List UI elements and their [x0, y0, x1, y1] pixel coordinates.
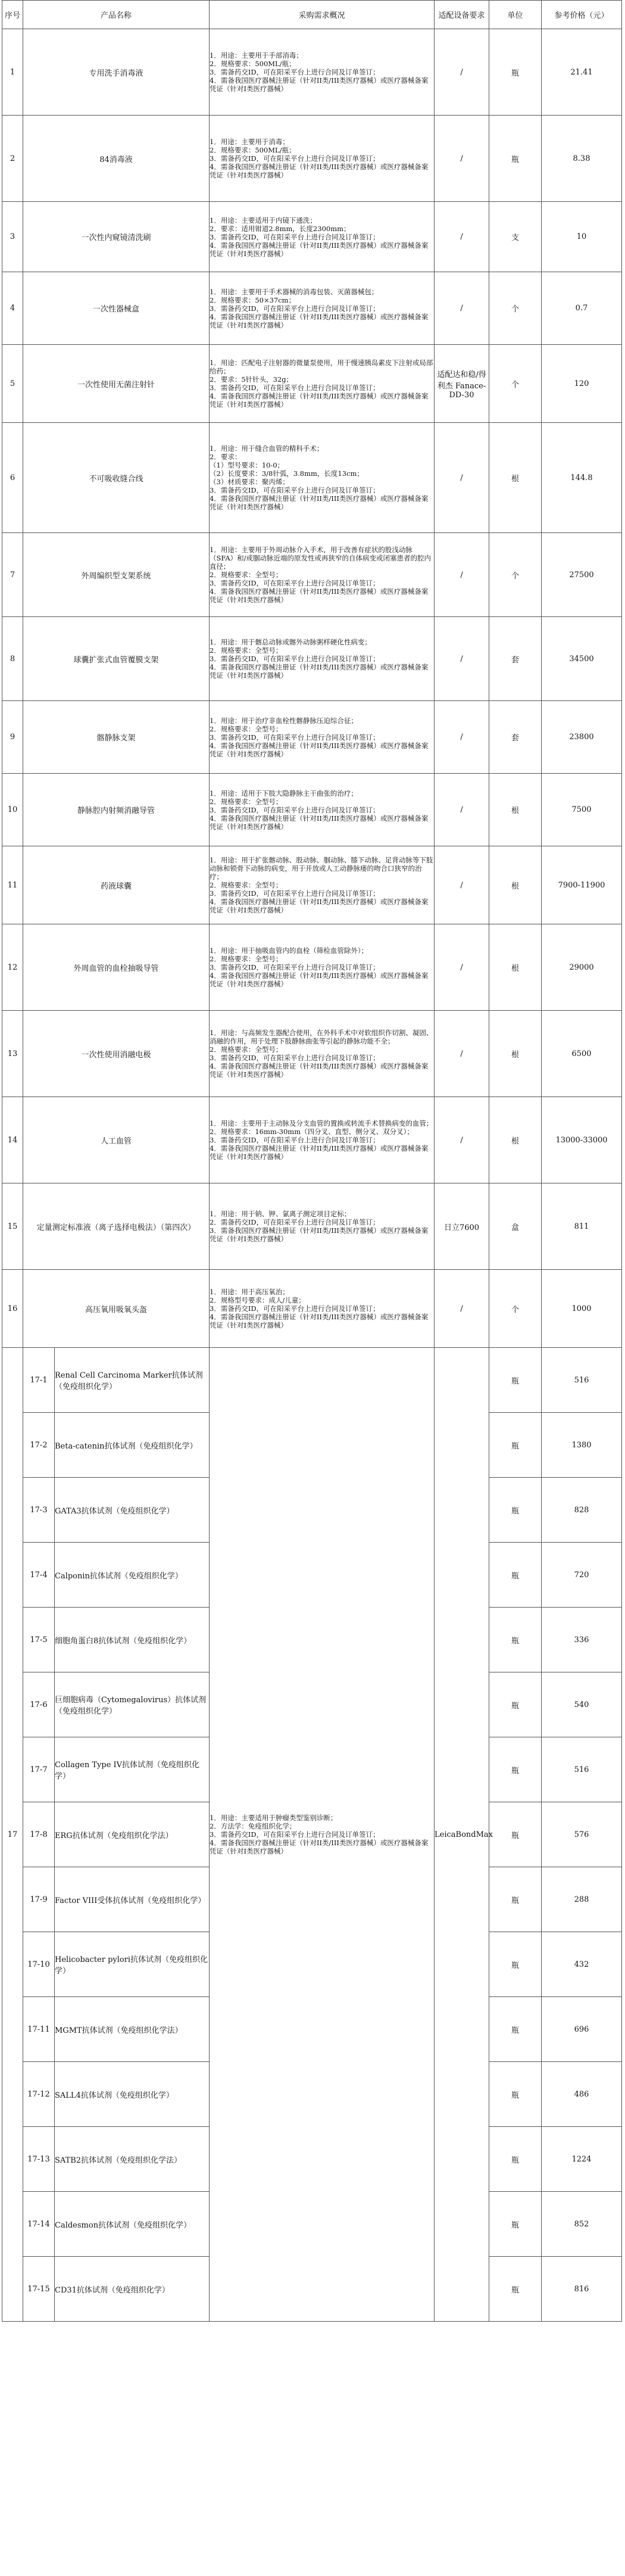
requirements-cell — [210, 116, 435, 202]
requirement-line: 2．规格要求：全型号； — [210, 1045, 283, 1054]
equipment-requirement: / — [435, 202, 489, 272]
requirement-line: 2．规格要求：500ML/瓶； — [210, 60, 296, 68]
requirements-cell — [210, 1348, 435, 2322]
requirement-line: 2．需备药交ID，可在阳采平台上进行合同及订单签订； — [210, 1218, 380, 1226]
price-cell: 336 — [542, 1608, 622, 1672]
row-number: 4 — [2, 272, 23, 345]
row-number: 11 — [2, 846, 23, 924]
price-cell: 8.38 — [542, 116, 622, 202]
header-row — [2, 1, 622, 29]
equipment-requirement: / — [435, 774, 489, 846]
requirement-line: 3．需备药交ID，可在阳采平台上进行合同及订单签订； — [210, 733, 380, 742]
sub-number: 17-11 — [23, 1997, 55, 2062]
requirement-line: 3．需备药交ID，可在阳采平台上进行合同及订单签订； — [210, 805, 380, 814]
unit-cell: 瓶 — [489, 2062, 542, 2127]
requirement-line: 3．需备药交ID，可在阳采平台上进行合同及订单签订； — [210, 486, 380, 494]
unit-cell: 根 — [489, 1011, 542, 1097]
product-name: Collagen Type IV抗体试剂（免疫组织化学） — [55, 1737, 210, 1802]
table-row — [2, 202, 622, 272]
product-name: 定量测定标准液（离子选择电极法）（第四次） — [23, 1183, 210, 1270]
requirement-line: 4．需备我国医疗器械注册证（针对II类/III类医疗器械）或医疗器械备案凭证（针对I类医疗器械） — [210, 814, 429, 831]
product-name: SALL4抗体试剂（免疫组织化学） — [55, 2062, 210, 2127]
sub-number: 17-6 — [23, 1672, 55, 1737]
row-number: 12 — [2, 924, 23, 1011]
sub-number: 17-12 — [23, 2062, 55, 2127]
table-row — [2, 533, 622, 617]
product-name: SATB2抗体试剂（免疫组织化学法） — [55, 2127, 210, 2192]
price-cell: 34500 — [542, 617, 622, 701]
table-row — [2, 345, 622, 423]
price-cell: 576 — [542, 1802, 622, 1867]
equipment-requirement: / — [435, 617, 489, 701]
unit-cell: 个 — [489, 1270, 542, 1348]
unit-cell: 瓶 — [489, 1932, 542, 1997]
requirement-line: 4．需备我国医疗器械注册证（针对II类/III类医疗器械）或医疗器械备案凭证（针对I类医疗器械） — [210, 163, 429, 179]
product-name: 一次性使用消融电极 — [23, 1011, 210, 1097]
equipment-requirement: 日立7600 — [435, 1183, 489, 1270]
table-row — [2, 774, 622, 846]
equipment-requirement: / — [435, 1011, 489, 1097]
sub-number: 17-13 — [23, 2127, 55, 2192]
price-cell: 1224 — [542, 2127, 622, 2192]
row-number: 13 — [2, 1011, 23, 1097]
procurement-table — [2, 0, 622, 2322]
equipment-requirement: / — [435, 116, 489, 202]
row-number: 14 — [2, 1097, 23, 1183]
header-equipment: 适配设备要求 — [435, 1, 489, 29]
header-product-name: 产品名称 — [23, 1, 210, 29]
price-cell: 144.8 — [542, 423, 622, 533]
requirement-line: 4．需备我国医疗器械注册证（针对II类/III类医疗器械）或医疗器械备案凭证（针对I类医疗器械） — [210, 587, 429, 604]
requirement-line: （3）材质要求：聚丙烯； — [210, 478, 289, 486]
unit-cell: 瓶 — [489, 116, 542, 202]
unit-cell: 瓶 — [489, 29, 542, 116]
requirements-cell — [210, 423, 435, 533]
requirement-line: 4．需备我国医疗器械注册证（针对II类/III类医疗器械）或医疗器械备案凭证（针对I类医疗器械） — [210, 392, 429, 409]
requirement-line: 3．需备药交ID，可在阳采平台上进行合同及订单签订； — [210, 232, 380, 241]
price-cell: 516 — [542, 1737, 622, 1802]
price-cell: 828 — [542, 1478, 622, 1543]
requirement-line: 3．需备药交ID，可在阳采平台上进行合同及订单签订； — [210, 68, 380, 76]
requirements-cell — [210, 924, 435, 1011]
price-cell: 288 — [542, 1867, 622, 1932]
requirement-line: 1．用途：主要适用于肿瘤类型鉴别诊断； — [210, 1814, 338, 1822]
requirement-line: （2）长度要求：3/8针弧，3.8mm，长度13cm； — [210, 469, 364, 478]
unit-cell: 盒 — [489, 1183, 542, 1270]
sub-number: 17-14 — [23, 2192, 55, 2257]
equipment-requirement: / — [435, 1097, 489, 1183]
unit-cell: 瓶 — [489, 1608, 542, 1672]
product-name: MGMT抗体试剂（免疫组织化学法） — [55, 1997, 210, 2062]
equipment-requirement: / — [435, 423, 489, 533]
table-row — [2, 701, 622, 774]
requirements-cell — [210, 202, 435, 272]
table-row — [2, 1270, 622, 1348]
requirements-cell — [210, 1011, 435, 1097]
row-number: 16 — [2, 1270, 23, 1348]
product-name: Renal Cell Carcinoma Marker抗体试剂（免疫组织化学） — [55, 1348, 210, 1413]
requirement-line: 2．规格要求：全型号； — [210, 955, 283, 963]
requirement-line: 4．需备我国医疗器械注册证（针对II类/III类医疗器械）或医疗器械备案凭证（针对I类医疗器械） — [210, 898, 429, 914]
requirement-line: 3．需备药交ID，可在阳采平台上进行合同及订单签订； — [210, 579, 380, 587]
requirement-line: 1．用途：主要用于消毒； — [210, 138, 289, 146]
requirement-line: 2．要求：5针针头，32g； — [210, 375, 293, 384]
equipment-requirement: / — [435, 272, 489, 345]
header-unit: 单位 — [489, 1, 542, 29]
row-number: 3 — [2, 202, 23, 272]
price-cell: 0.7 — [542, 272, 622, 345]
requirement-line: 4．需备我国医疗器械注册证（针对II类/III类医疗器械）或医疗器械备案凭证（针对I类医疗器械） — [210, 1062, 429, 1079]
header-no: 序号 — [2, 1, 23, 29]
unit-cell: 瓶 — [489, 1478, 542, 1543]
table-row — [2, 1348, 622, 1413]
sub-number: 17-8 — [23, 1802, 55, 1867]
row-number: 9 — [2, 701, 23, 774]
price-cell: 720 — [542, 1543, 622, 1608]
product-name: Helicobacter pylori抗体试剂（免疫组织化学） — [55, 1932, 210, 1997]
requirement-line: 3．需备药交ID，可在阳采平台上进行合同及订单签订； — [210, 655, 380, 663]
requirement-line: 3．需备我国医疗器械注册证（针对II类/III类医疗器械）或医疗器械备案凭证（针对I类医疗器械） — [210, 1226, 429, 1243]
table-row — [2, 1097, 622, 1183]
price-cell: 852 — [542, 2192, 622, 2257]
requirement-line: 3．需备药交ID，可在阳采平台上进行合同及订单签订； — [210, 1136, 380, 1144]
product-name: ERG抗体试剂（免疫组织化学法） — [55, 1802, 210, 1867]
requirement-line: 1．用途：用于治疗非血栓性髂静脉压迫综合征； — [210, 716, 358, 725]
unit-cell: 瓶 — [489, 2192, 542, 2257]
table-row — [2, 924, 622, 1011]
product-name: 一次性器械盒 — [23, 272, 210, 345]
requirement-line: （1）型号要求：10-0； — [210, 461, 285, 469]
product-name: 一次性内窥镜清洗刷 — [23, 202, 210, 272]
price-cell: 811 — [542, 1183, 622, 1270]
price-cell: 120 — [542, 345, 622, 423]
unit-cell: 瓶 — [489, 1672, 542, 1737]
row-number: 15 — [2, 1183, 23, 1270]
equipment-requirement: / — [435, 29, 489, 116]
requirements-cell — [210, 1097, 435, 1183]
price-cell: 23800 — [542, 701, 622, 774]
unit-cell: 个 — [489, 272, 542, 345]
price-cell: 10 — [542, 202, 622, 272]
requirement-line: 1．用途：主要适用于内镜下通洗； — [210, 216, 317, 225]
table-row — [2, 1011, 622, 1097]
requirement-line: 1．用途：用于缝合血管的精科手术； — [210, 444, 324, 453]
requirement-line: 1．用途：用于扩张髂动脉、股动脉、腘动脉、膝下动脉、足背动脉等下肢动脉和锁骨下动脉的病变，用于开放或人工动静脉瘘的吻合口狭窄的治疗； — [210, 856, 433, 881]
unit-cell: 根 — [489, 924, 542, 1011]
header-price: 参考价格（元） — [542, 1, 622, 29]
requirements-cell — [210, 617, 435, 701]
unit-cell: 套 — [489, 617, 542, 701]
table-row — [2, 617, 622, 701]
sub-number: 17-3 — [23, 1478, 55, 1543]
product-name: Beta-catenin抗体试剂（免疫组织化学） — [55, 1413, 210, 1478]
requirement-line: 2．要求：适用钳道2.8mm，长度2300mm； — [210, 224, 351, 233]
requirement-line: 4．需备我国医疗器械注册证（针对II类/III类医疗器械）或医疗器械备案凭证（针对I类医疗器械） — [210, 76, 429, 93]
requirements-cell — [210, 1270, 435, 1348]
price-cell: 540 — [542, 1672, 622, 1737]
requirement-line: 4．需备我国医疗器械注册证（针对II类/III类医疗器械）或医疗器械备案凭证（针对I类医疗器械） — [210, 971, 429, 988]
requirements-cell — [210, 29, 435, 116]
requirement-line: 2．规格要求：500ML/瓶； — [210, 146, 296, 154]
unit-cell: 瓶 — [489, 1997, 542, 2062]
requirement-line: 1．用途：主要用于手术器械的消毒包装、灭菌器械包； — [210, 287, 379, 296]
product-name: 外周编织型支架系统 — [23, 533, 210, 617]
row-number: 10 — [2, 774, 23, 846]
unit-cell: 瓶 — [489, 1348, 542, 1413]
price-cell: 1380 — [542, 1413, 622, 1478]
price-cell: 21.41 — [542, 29, 622, 116]
requirement-line: 4．需备我国医疗器械注册证（针对II类/III类医疗器械）或医疗器械备案凭证（针对I类医疗器械） — [210, 1313, 429, 1329]
requirement-line: 2．规格要求：全型号； — [210, 646, 283, 655]
requirement-line: 4．需备我国医疗器械注册证（针对II类/III类医疗器械）或医疗器械备案凭证（针对I类医疗器械） — [210, 241, 429, 258]
equipment-requirement: / — [435, 533, 489, 617]
price-cell: 7900-11900 — [542, 846, 622, 924]
unit-cell: 瓶 — [489, 1543, 542, 1608]
requirements-cell — [210, 774, 435, 846]
price-cell: 6500 — [542, 1011, 622, 1097]
row-number: 8 — [2, 617, 23, 701]
requirements-cell — [210, 272, 435, 345]
requirement-line: 3．需备药交ID，可在阳采平台上进行合同及订单签订； — [210, 889, 380, 898]
product-name: 药液球囊 — [23, 846, 210, 924]
row-number: 1 — [2, 29, 23, 116]
requirement-line: 4．需备我国医疗器械注册证（针对II类/III类医疗器械）或医疗器械备案凭证（针对I类医疗器械） — [210, 312, 429, 329]
requirement-line: 1．用途：主要用于手部消毒； — [210, 51, 303, 60]
requirement-line: 2．要求： — [210, 453, 242, 461]
requirement-line: 1．用途：用于高压氧治； — [210, 1288, 289, 1296]
table-row — [2, 272, 622, 345]
unit-cell: 个 — [489, 533, 542, 617]
sub-number: 17-2 — [23, 1413, 55, 1478]
price-cell: 7500 — [542, 774, 622, 846]
requirements-cell — [210, 1183, 435, 1270]
price-cell: 27500 — [542, 533, 622, 617]
requirement-line: 2．规格要求：50×37cm； — [210, 295, 296, 304]
unit-cell: 瓶 — [489, 1802, 542, 1867]
header-requirements: 采购需求概况 — [210, 1, 435, 29]
price-cell: 516 — [542, 1348, 622, 1413]
requirements-cell — [210, 533, 435, 617]
product-name: CD31抗体试剂（免疫组织化学） — [55, 2257, 210, 2322]
unit-cell: 根 — [489, 846, 542, 924]
unit-cell: 套 — [489, 701, 542, 774]
requirement-line: 1．用途：用于抽吸血管内的血栓（筛检血管除外）； — [210, 946, 368, 955]
requirement-line: 2．规格要求：全型号； — [210, 797, 283, 806]
requirement-line: 3．需备药交ID，可在阳采平台上进行合同及订单签订； — [210, 384, 380, 392]
price-cell: 432 — [542, 1932, 622, 1997]
row-number: 17 — [2, 1348, 23, 2322]
equipment-requirement: / — [435, 701, 489, 774]
price-cell: 1000 — [542, 1270, 622, 1348]
sub-number: 17-1 — [23, 1348, 55, 1413]
sub-number: 17-7 — [23, 1737, 55, 1802]
requirement-line: 4．需备我国医疗器械注册证（针对II类/III类医疗器械）或医疗器械备案凭证（针对I类医疗器械） — [210, 494, 429, 511]
product-name: 外周血管的血栓抽吸导管 — [23, 924, 210, 1011]
requirement-line: 1．用途：用于钠、钾、氯离子测定项目定标； — [210, 1210, 351, 1218]
requirement-line: 1．用途：主要用于外周动脉介入手术，用于改善有症状的股浅动脉（SFA）和/或腘动脉近端的原发性或再狭窄的自体病变或闭塞患者的腔内直径； — [210, 546, 432, 571]
product-name: 髂静脉支架 — [23, 701, 210, 774]
requirement-line: 4．需备我国医疗器械注册证（针对II类/III类医疗器械）或医疗器械备案凭证（针对I类医疗器械） — [210, 663, 429, 680]
price-cell: 29000 — [542, 924, 622, 1011]
requirement-line: 3．需备药交ID，可在阳采平台上进行合同及订单签订； — [210, 304, 380, 313]
requirements-cell — [210, 846, 435, 924]
unit-cell: 瓶 — [489, 1413, 542, 1478]
product-name: 一次性使用无菌注射针 — [23, 345, 210, 423]
requirements-cell — [210, 345, 435, 423]
price-cell: 486 — [542, 2062, 622, 2127]
equipment-requirement: / — [435, 1270, 489, 1348]
product-name: 高压氧用吸氧头盔 — [23, 1270, 210, 1348]
sub-number: 17-4 — [23, 1543, 55, 1608]
unit-cell: 根 — [489, 1097, 542, 1183]
product-name: 球囊扩张式血管覆膜支架 — [23, 617, 210, 701]
equipment-requirement: / — [435, 924, 489, 1011]
equipment-requirement: 适配达和稳/得利杰 Fanace-DD-30 — [435, 345, 489, 423]
product-name: Factor VIII受体抗体试剂（免疫组织化学） — [55, 1867, 210, 1932]
table-row — [2, 29, 622, 116]
unit-cell: 根 — [489, 774, 542, 846]
product-name: 专用洗手消毒液 — [23, 29, 210, 116]
requirement-line: 4．需备我国医疗器械注册证（针对II类/III类医疗器械）或医疗器械备案凭证（针对I类医疗器械） — [210, 1144, 429, 1161]
requirement-line: 1．用途：用于髂总动脉或髂外动脉粥样硬化性病变； — [210, 638, 371, 646]
unit-cell: 瓶 — [489, 1867, 542, 1932]
requirement-line: 2．规格型号要求：成人/儿童； — [210, 1296, 305, 1304]
unit-cell: 瓶 — [489, 1737, 542, 1802]
product-name: Calponin抗体试剂（免疫组织化学） — [55, 1543, 210, 1608]
requirement-line: 1．用途：匹配电子注射器的微量泵使用，用于慢速胰岛素皮下注射或局部给药； — [210, 359, 433, 375]
unit-cell: 个 — [489, 345, 542, 423]
row-number: 6 — [2, 423, 23, 533]
equipment-requirement: / — [435, 846, 489, 924]
sub-number: 17-9 — [23, 1867, 55, 1932]
row-number: 2 — [2, 116, 23, 202]
table-row — [2, 423, 622, 533]
row-number: 5 — [2, 345, 23, 423]
product-name: 人工血管 — [23, 1097, 210, 1183]
unit-cell: 瓶 — [489, 2257, 542, 2322]
requirement-line: 2．规格要求：16mm-30mm（四分叉、直型、侧分叉、双分叉）； — [210, 1127, 414, 1136]
requirement-line: 2．规格要求：全型号； — [210, 724, 283, 733]
product-name: 不可吸收缝合线 — [23, 423, 210, 533]
product-name: 84消毒液 — [23, 116, 210, 202]
table-row — [2, 846, 622, 924]
requirement-line: 2．方法学：免疫组织化学； — [210, 1822, 296, 1830]
requirement-line: 3．需备药交ID，可在阳采平台上进行合同及订单签订； — [210, 1830, 380, 1839]
row-number: 7 — [2, 533, 23, 617]
product-name: 巨细胞病毒（Cytomegalovirus）抗体试剂（免疫组织化学） — [55, 1672, 210, 1737]
table-row — [2, 1183, 622, 1270]
requirement-line: 2．规格要求：全型号； — [210, 881, 283, 889]
requirement-line: 3．需备药交ID，可在阳采平台上进行合同及订单签订； — [210, 1054, 380, 1062]
requirement-line: 2．规格要求：全型号； — [210, 571, 283, 579]
table-row — [2, 116, 622, 202]
price-cell: 816 — [542, 2257, 622, 2322]
unit-cell: 根 — [489, 423, 542, 533]
table-body — [2, 29, 622, 2322]
requirement-line: 1．用途：主要用于主动脉及分支血管的置换或转流手术替换病变的血管； — [210, 1119, 433, 1127]
sub-number: 17-15 — [23, 2257, 55, 2322]
unit-cell: 瓶 — [489, 2127, 542, 2192]
requirement-line: 3．需备药交ID，可在阳采平台上进行合同及订单签订； — [210, 1304, 380, 1313]
product-name: 细胞角蛋白8抗体试剂（免疫组织化学） — [55, 1608, 210, 1672]
unit-cell: 支 — [489, 202, 542, 272]
requirement-line: 3．需备药交ID，可在阳采平台上进行合同及订单签订； — [210, 963, 380, 971]
product-name: Caldesmon抗体试剂（免疫组织化学） — [55, 2192, 210, 2257]
requirement-line: 4．需备我国医疗器械注册证（针对II类/III类医疗器械）或医疗器械备案凭证（针对I类医疗器械） — [210, 741, 429, 758]
requirement-line: 1．用途：与高频发生器配合使用，在外科手术中对软组织作切割、凝固、消融的作用，用于处理下肢静脉曲张等引起的静脉功能不全； — [210, 1029, 433, 1045]
sub-number: 17-5 — [23, 1608, 55, 1672]
requirement-line: 1．用途：适用于下肢大隐静脉主干曲张的治疗； — [210, 789, 358, 798]
price-cell: 13000-33000 — [542, 1097, 622, 1183]
equipment-requirement: LeicaBondMax — [435, 1348, 489, 2322]
requirement-line: 4．需备我国医疗器械注册证（针对II类/III类医疗器械）或医疗器械备案凭证（针对I类医疗器械） — [210, 1839, 429, 1855]
requirement-line: 3．需备药交ID，可在阳采平台上进行合同及订单签订； — [210, 154, 380, 163]
requirements-cell — [210, 701, 435, 774]
product-name: 静脉腔内射频消融导管 — [23, 774, 210, 846]
product-name: GATA3抗体试剂（免疫组织化学） — [55, 1478, 210, 1543]
sub-number: 17-10 — [23, 1932, 55, 1997]
price-cell: 696 — [542, 1997, 622, 2062]
